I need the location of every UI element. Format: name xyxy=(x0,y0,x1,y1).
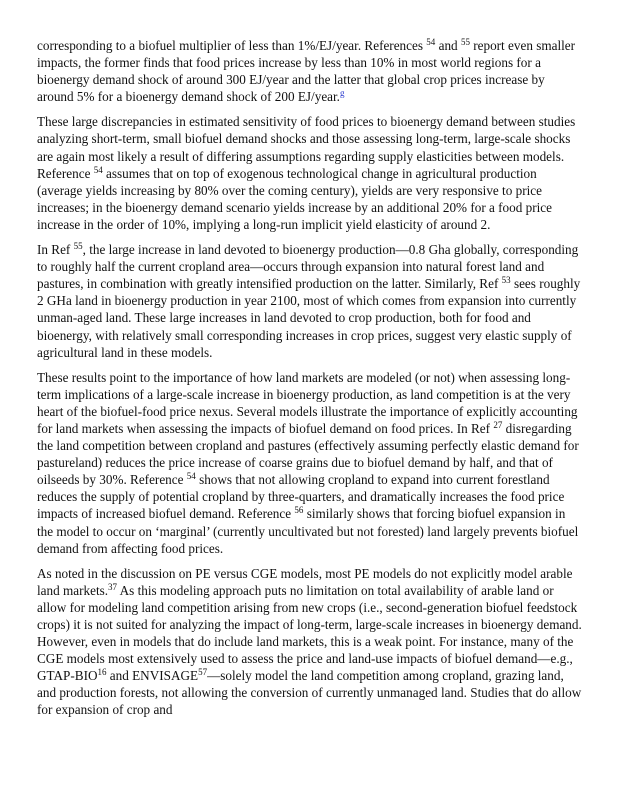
paragraph xyxy=(37,37,583,105)
text-run: and ENVISAGE xyxy=(106,668,199,684)
text-run: —solely model the land competition among cropland, grazing land, and production forests, not allowing the conversion of currently unmanaged land. Studies that do allow for expansion of crop and xyxy=(37,668,582,718)
reference-superscript: 54 xyxy=(93,164,103,175)
text-run: , the large increase in land devoted to bioenergy production—0.8 Gha globally, corresponding to roughly half the current cropland area—occurs through expansion into natural forest land and pastures, in combination with greatly intensified production on the latter. Similarly, Ref xyxy=(37,242,579,292)
paragraph xyxy=(37,369,583,557)
text-run: As noted in the discussion on PE versus CGE models, most PE models do not explicitly model arable land markets. xyxy=(37,565,573,598)
text-run: disregarding the land competition between cropland and pastures (effectively assuming perfectly elastic demand for pastureland) reduces the price increase of coarse grains due to biofuel demand by half, and that of oilseeds by 30%. Reference xyxy=(37,420,579,488)
reference-superscript: 55 xyxy=(460,37,470,47)
text-run: These results point to the importance of how land markets are modeled (or not) when assessing long-term implications of a large-scale increase in bioenergy production, as land competition is at the very heart of the biofuel-food price nexus. Several models illustrate the importance of explicitly accounting for land markets when assessing the impacts of biofuel demand on food prices. In Ref xyxy=(37,369,578,436)
text-run: These large discrepancies in estimated sensitivity of food prices to bioenergy demand between studies analyzing short-term, small biofuel demand shocks and those assessing long-term, large-scale shocks are again most likely a result of differing assumptions regarding supply elasticities between models. Reference xyxy=(37,114,576,181)
reference-superscript: 27 xyxy=(493,419,503,430)
text-run: shows that not allowing cropland to expand into current forestland reduces the supply of potential cropland by three-quarters, and dramatically increases the food price impacts of increased biofuel demand. Reference xyxy=(37,472,565,522)
document-body xyxy=(37,37,583,727)
text-run: As this modeling approach puts no limitation on total availability of arable land or allow for modeling land competition arising from new crops (i.e., second-generation biofuel feedstock crops) it is not suited for analyzing the impact of long-term, large-scale increases in bioenergy demand. However, even in models that do include land markets, this is a weak point. For instance, many of the CGE models most extensively used to assess the price and land-use impacts of biofuel demand—e.g., GTAP-BIO xyxy=(37,582,582,684)
reference-superscript: 53 xyxy=(501,275,511,286)
text-run: report even smaller impacts, the former finds that food prices increase by less than 10% in most world regions for a bioenergy demand shock of around 300 EJ/year and the latter that global crop prices increase by around 5% for a bioenergy demand shock of 200 EJ/year. xyxy=(37,38,576,105)
text-run: corresponding to a biofuel multiplier of less than 1%/EJ/year. References xyxy=(37,38,427,53)
text-run: similarly shows that forcing biofuel expansion in the model to occur on ‘marginal’ (currently uncultivated but not forested) land largely prevents biofuel demand from affecting food prices. xyxy=(37,506,579,556)
reference-superscript: 37 xyxy=(108,581,118,592)
reference-superscript: 54 xyxy=(426,37,436,47)
text-run: and xyxy=(435,38,461,53)
footnote-link[interactable]: g xyxy=(339,88,345,99)
reference-superscript: 56 xyxy=(294,505,304,516)
reference-superscript: 57 xyxy=(198,667,208,678)
paragraph xyxy=(37,113,583,233)
text-run: In Ref xyxy=(37,242,74,258)
paragraph xyxy=(37,241,583,361)
reference-superscript: 16 xyxy=(97,667,107,678)
text-run: assumes that on top of exogenous technological change in agricultural production (average yields increasing by 80% over the coming century), yields are very responsive to price increases; in the bioenergy demand scenario yields increase by an additional 20% for a food price increase in the order of 10%, implying a long-run implicit yield elasticity of around 2. xyxy=(37,165,552,232)
paragraph xyxy=(37,565,583,719)
reference-superscript: 54 xyxy=(186,471,196,482)
text-run: sees roughly 2 GHa land in bioenergy production in year 2100, most of which comes from expansion into currently unman-aged land. These large increases in land devoted to crop production, both for food and bioenergy, with relatively small corresponding increases in crop prices, suggest very elastic supply of agricultural land in these models. xyxy=(37,276,581,360)
reference-superscript: 55 xyxy=(73,241,83,252)
